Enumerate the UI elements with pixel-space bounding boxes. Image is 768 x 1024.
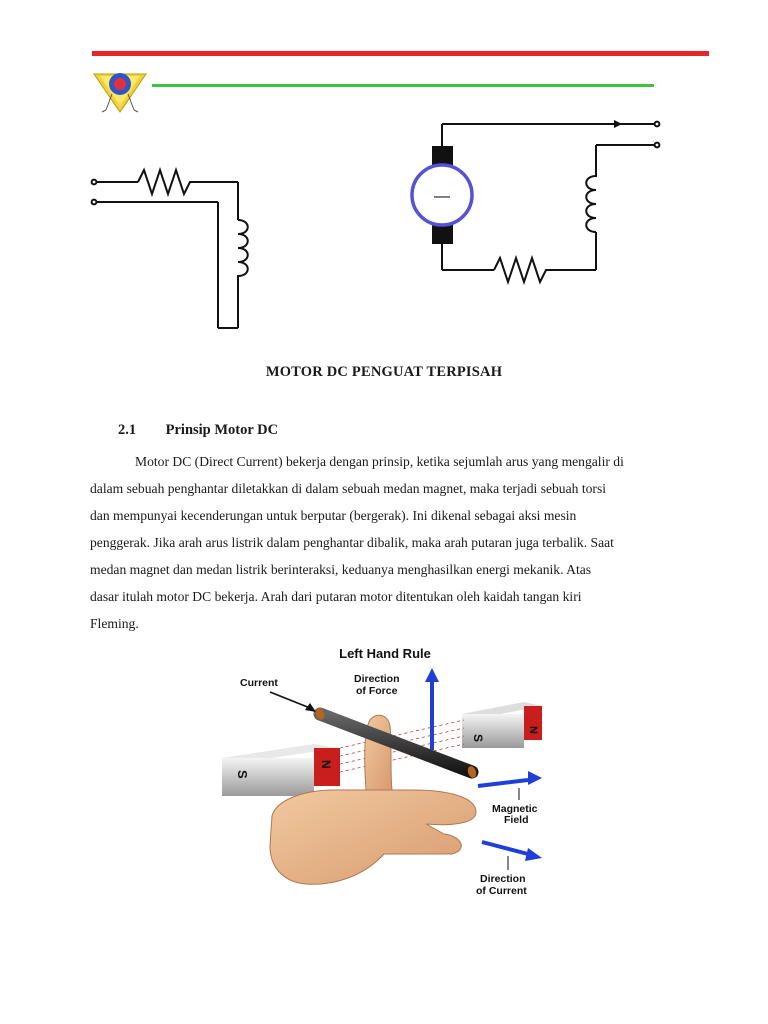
left-hand-rule-illustration <box>214 640 548 902</box>
motor-brush-top <box>432 146 453 166</box>
magnet-back <box>462 702 542 748</box>
motor-symbol: — <box>434 188 450 205</box>
terminal-2 <box>92 200 97 205</box>
label-dir-current-2: of Current <box>476 885 527 897</box>
section-number: 2.1 <box>118 422 137 438</box>
paragraph-line: medan magnet dan medan listrik berinteraksi, keduanya menghasilkan energi mekanik. Atas <box>90 562 592 577</box>
field-arrow-icon <box>528 771 542 785</box>
magnet-front-n-label: N <box>319 760 333 769</box>
institution-logo-icon <box>92 62 148 114</box>
motor-brush-bottom <box>432 224 453 244</box>
lhr-title: Left Hand Rule <box>339 646 431 661</box>
label-force-2: of Force <box>356 685 398 697</box>
terminal-1 <box>92 180 97 185</box>
magnet-back-s-label: S <box>471 734 485 743</box>
current-direction-arrow-icon <box>525 848 542 861</box>
section-heading <box>118 422 278 439</box>
paragraph-line: dasar itulah motor DC bekerja. Arah dari putaran motor ditentukan oleh kaidah tangan kiri <box>90 589 582 604</box>
right-resistor <box>494 258 596 282</box>
label-dir-current-1: Direction <box>480 873 526 885</box>
force-arrow-icon <box>425 668 439 682</box>
paragraph-line: penggerak. Jika arah arus listrik dalam penghantar dibalik, maka arah putaran juga terbalik. Saat <box>90 535 614 550</box>
label-field-1: Magnetic <box>492 803 538 815</box>
paragraph-line: dalam sebuah penghantar diletakkan di dalam sebuah medan magnet, maka terjadi sebuah torsi <box>90 481 607 496</box>
magnet-front-s-label: S <box>235 770 250 779</box>
terminal-3 <box>655 122 660 127</box>
current-arrow-icon <box>614 120 622 128</box>
separately-excited-motor-circuit-diagram <box>0 110 768 340</box>
document-title: MOTOR DC PENGUAT TERPISAH <box>265 364 503 380</box>
header-green-rule <box>152 84 654 87</box>
body-paragraph <box>90 448 686 637</box>
section-title: Prinsip Motor DC <box>165 422 279 438</box>
magnet-back-n-label: N <box>527 726 539 734</box>
magnet-front <box>222 744 340 796</box>
label-field-2: Field <box>504 814 529 826</box>
left-field-coil <box>238 220 248 328</box>
label-current: Current <box>240 677 278 689</box>
left-resistor <box>138 170 238 194</box>
paragraph-line: Fleming. <box>90 616 139 631</box>
paragraph-line: Motor DC (Direct Current) bekerja dengan prinsip, ketika sejumlah arus yang mengalir di <box>135 454 624 469</box>
right-field-coil <box>586 145 596 232</box>
label-force-1: Direction <box>354 673 400 685</box>
paragraph-line: dan mempunyai kecenderungan untuk berputar (bergerak). Ini dikenal sebagai aksi mesin <box>90 508 577 523</box>
header-red-rule <box>92 51 709 56</box>
terminal-4 <box>655 143 660 148</box>
